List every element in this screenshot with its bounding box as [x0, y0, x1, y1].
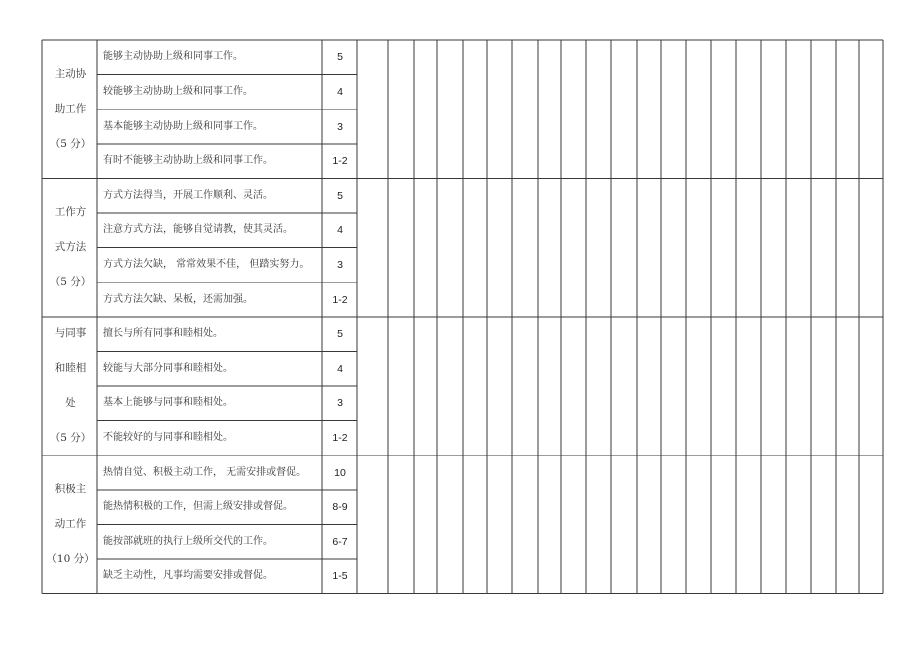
- criterion-description: 热情自觉、积极主动工作， 无需安排或督促。: [103, 466, 307, 478]
- criterion-description: 不能较好的与同事和睦相处。: [103, 431, 233, 443]
- criterion-score: 8-9: [332, 501, 348, 514]
- category-title-line: （5 分）: [49, 432, 92, 444]
- criterion-description: 方式方法欠缺， 常常效果不佳， 但踏实努力。: [103, 258, 310, 270]
- category-title-line: 处: [65, 397, 76, 409]
- criterion-score: 4: [337, 224, 343, 237]
- category-title-line: （5 分）: [49, 137, 92, 150]
- criterion-description: 有时不能够主动协助上级和同事工作。: [103, 155, 273, 167]
- criterion-description: 缺乏主动性，凡事均需要安排或督促。: [103, 570, 273, 582]
- category-cell: [43, 40, 98, 178]
- criterion-score: 3: [337, 120, 343, 133]
- criterion-description: 注意方式方法，能够自觉请教，使其灵活。: [103, 224, 293, 236]
- criterion-score: 1-2: [332, 293, 348, 306]
- criterion-score: 3: [337, 397, 343, 410]
- criterion-description: 方式方法欠缺、呆板，还需加强。: [103, 293, 253, 305]
- criterion-description: 能热情积极的工作，但需上级安排或督促。: [103, 501, 293, 513]
- criterion-description: 基本能够主动协助上级和同事工作。: [103, 120, 263, 132]
- criterion-score: 10: [334, 466, 346, 479]
- category-title-line: 工作方: [54, 206, 87, 219]
- criterion-description: 擅长与所有同事和睦相处。: [103, 328, 223, 340]
- criterion-description: 较能与大部分同事和睦相处。: [103, 362, 233, 374]
- criterion-score: 5: [337, 189, 343, 202]
- category-title-line: 积极主: [54, 482, 87, 495]
- category-cell: [43, 178, 98, 316]
- criterion-score: 5: [337, 328, 343, 341]
- category-title-line: （10 分）: [46, 552, 95, 565]
- criterion-description: 能按部就班的执行上级所交代的工作。: [103, 535, 273, 547]
- criterion-score: 1-5: [332, 570, 348, 583]
- criterion-description: 能够主动协助上级和同事工作。: [103, 51, 243, 63]
- category-cell: [43, 317, 98, 455]
- category-title-line: （5 分）: [49, 276, 92, 289]
- criterion-score: 1-2: [332, 431, 348, 444]
- category-cell: [43, 455, 98, 593]
- criterion-description: 方式方法得当，开展工作顺利、灵活。: [103, 189, 273, 201]
- criterion-score: 5: [337, 51, 343, 64]
- criterion-score: 6-7: [332, 535, 348, 548]
- criterion-score: 4: [337, 362, 343, 375]
- criterion-description: 基本上能够与同事和睦相处。: [103, 397, 233, 409]
- category-title-line: 动工作: [54, 517, 87, 530]
- category-title-line: 助工作: [54, 102, 87, 115]
- category-title-line: 式方法: [54, 241, 87, 254]
- criterion-score: 1-2: [332, 155, 348, 168]
- criterion-score: 4: [337, 85, 343, 98]
- criterion-score: 3: [337, 258, 343, 271]
- category-title-line: 主动协: [54, 67, 87, 80]
- category-title-line: 和睦相: [54, 362, 87, 374]
- category-title-line: 与同事: [54, 327, 87, 339]
- criterion-description: 较能够主动协助上级和同事工作。: [103, 85, 253, 97]
